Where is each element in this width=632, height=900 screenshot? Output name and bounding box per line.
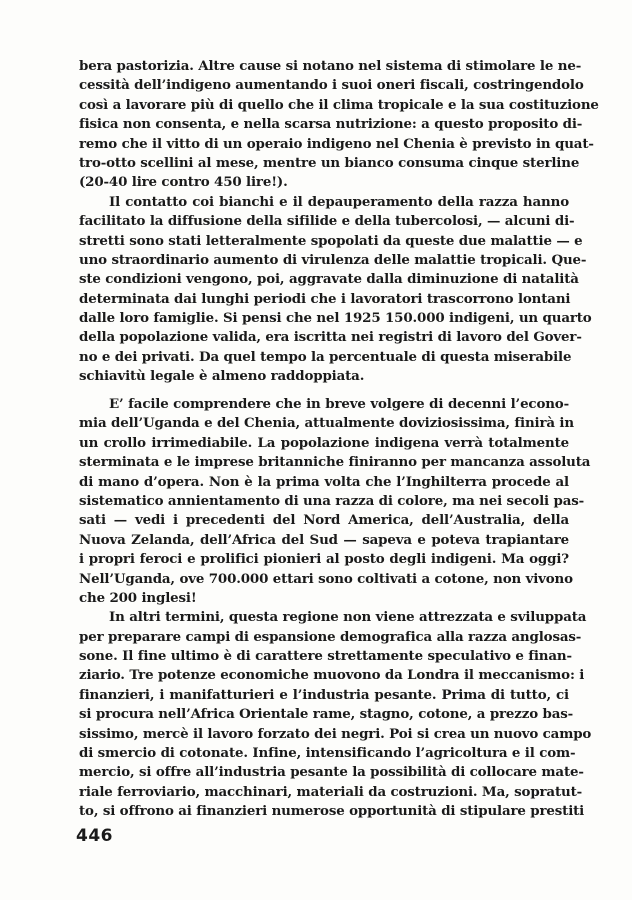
text-line: riale ferroviario, macchinari, materiali da costruzioni. Ma, sopratut- xyxy=(79,783,583,800)
text-line: Nell’Uganda, ove 700.000 ettari sono coltivati a cotone, non vivono xyxy=(79,570,573,587)
text-line: di smercio di cotonate. Infine, intensificando l’agricoltura e il com- xyxy=(79,745,576,762)
text-line: bera pastorizia. Altre cause si notano nel sistema di stimolare le ne- xyxy=(79,58,582,74)
text-line: facilitato la diffusione della sifilide e della tubercolosi, — alcuni di- xyxy=(79,213,575,230)
text-line: mercio, si offre all’industria pesante la possibilità di collocare mate- xyxy=(79,764,584,781)
text-line: determinata dai lunghi periodi che i lavoratori trascorrono lontani xyxy=(79,290,571,307)
text-line: to, si offrono ai finanzieri numerose opportunità di stipulare prestiti xyxy=(79,803,585,820)
text-line: sone. Il fine ultimo è di carattere strettamente speculativo e finan- xyxy=(79,648,572,665)
text-line: (20-40 lire contro 450 lire!). xyxy=(79,174,288,191)
text-line: mia dell’Uganda e del Chenia, attualmente doviziosissima, finirà in xyxy=(79,415,574,432)
text-line: un crollo irrimediabile. La popolazione indigena verrà totalmente xyxy=(79,434,569,451)
text-line: della popolazione valida, era iscritta nei registri di lavoro del Gover- xyxy=(79,329,582,346)
text-line: schiavitù legale è almeno raddoppiata. xyxy=(79,368,365,385)
paragraph xyxy=(79,193,592,387)
text-line: ste condizioni vengono, poi, aggravate dalla diminuzione di natalità xyxy=(79,271,579,288)
text-line: così a lavorare più di quello che il clima tropicale e la sua costituzione xyxy=(79,96,599,113)
text-line: di mano d’opera. Non è la prima volta che l’Inghilterra procede al xyxy=(79,473,569,490)
text-line: tro-otto scellini al mese, mentre un bianco consuma cinque sterline xyxy=(79,154,580,171)
text-section-2 xyxy=(79,395,592,822)
text-line: sissimo, mercè il lavoro forzato dei negri. Poi si crea un nuovo campo xyxy=(79,725,592,742)
text-line: si procura nell’Africa Orientale rame, stagno, cotone, a prezzo bas- xyxy=(79,706,574,723)
text-line: dalle loro famiglie. Si pensi che nel 1925 150.000 indigeni, un quarto xyxy=(79,310,592,327)
text-line: per preparare campi di espansione demografica alla razza anglosas- xyxy=(79,628,582,645)
paragraph xyxy=(79,57,599,193)
text-line: fisica non consenta, e nella scarsa nutrizione: a questo proposito di- xyxy=(79,116,583,133)
page-number: 446 xyxy=(76,826,113,846)
text-line: sati — vedi i precedenti del Nord America, dell’Australia, della xyxy=(79,512,569,529)
text-line: finanzieri, i manifatturieri e l’industria pesante. Prima di tutto, ci xyxy=(79,686,569,703)
text-line: cessità dell’indigeno aumentando i suoi oneri fiscali, costringendolo xyxy=(79,77,584,94)
text-line: remo che il vitto di un operaio indigeno nel Chenia è previsto in quat- xyxy=(79,135,594,152)
text-line: sistematico annientamento di una razza di colore, ma nei secoli pas- xyxy=(79,492,585,509)
text-line: uno straordinario aumento di virulenza delle malattie tropicali. Que- xyxy=(79,251,587,268)
text-line: E’ facile comprendere che in breve volgere di decenni l’econo- xyxy=(109,396,569,412)
text-line: sterminata e le imprese britanniche finiranno per mancanza assoluta xyxy=(79,454,591,471)
text-line: stretti sono stati letteralmente spopolati da queste due malattie — e xyxy=(79,232,583,249)
text-section-1 xyxy=(79,57,599,387)
text-line: Nuova Zelanda, dell’Africa del Sud — sapeva e poteva trapiantare xyxy=(79,531,569,548)
text-line: no e dei privati. Da quel tempo la percentuale di questa miserabile xyxy=(79,348,572,365)
paragraph xyxy=(79,608,592,821)
text-line: ziario. Tre potenze economiche muovono da Londra il meccanismo: i xyxy=(79,667,585,684)
text-line: In altri termini, questa regione non viene attrezzata e sviluppata xyxy=(109,609,587,626)
paragraph xyxy=(79,395,591,608)
text-line: Il contatto coi bianchi e il depauperamento della razza hanno xyxy=(109,193,569,210)
text-line: che 200 inglesi! xyxy=(79,589,197,606)
text-line: i propri feroci e prolifici pionieri al posto degli indigeni. Ma oggi? xyxy=(79,551,569,568)
